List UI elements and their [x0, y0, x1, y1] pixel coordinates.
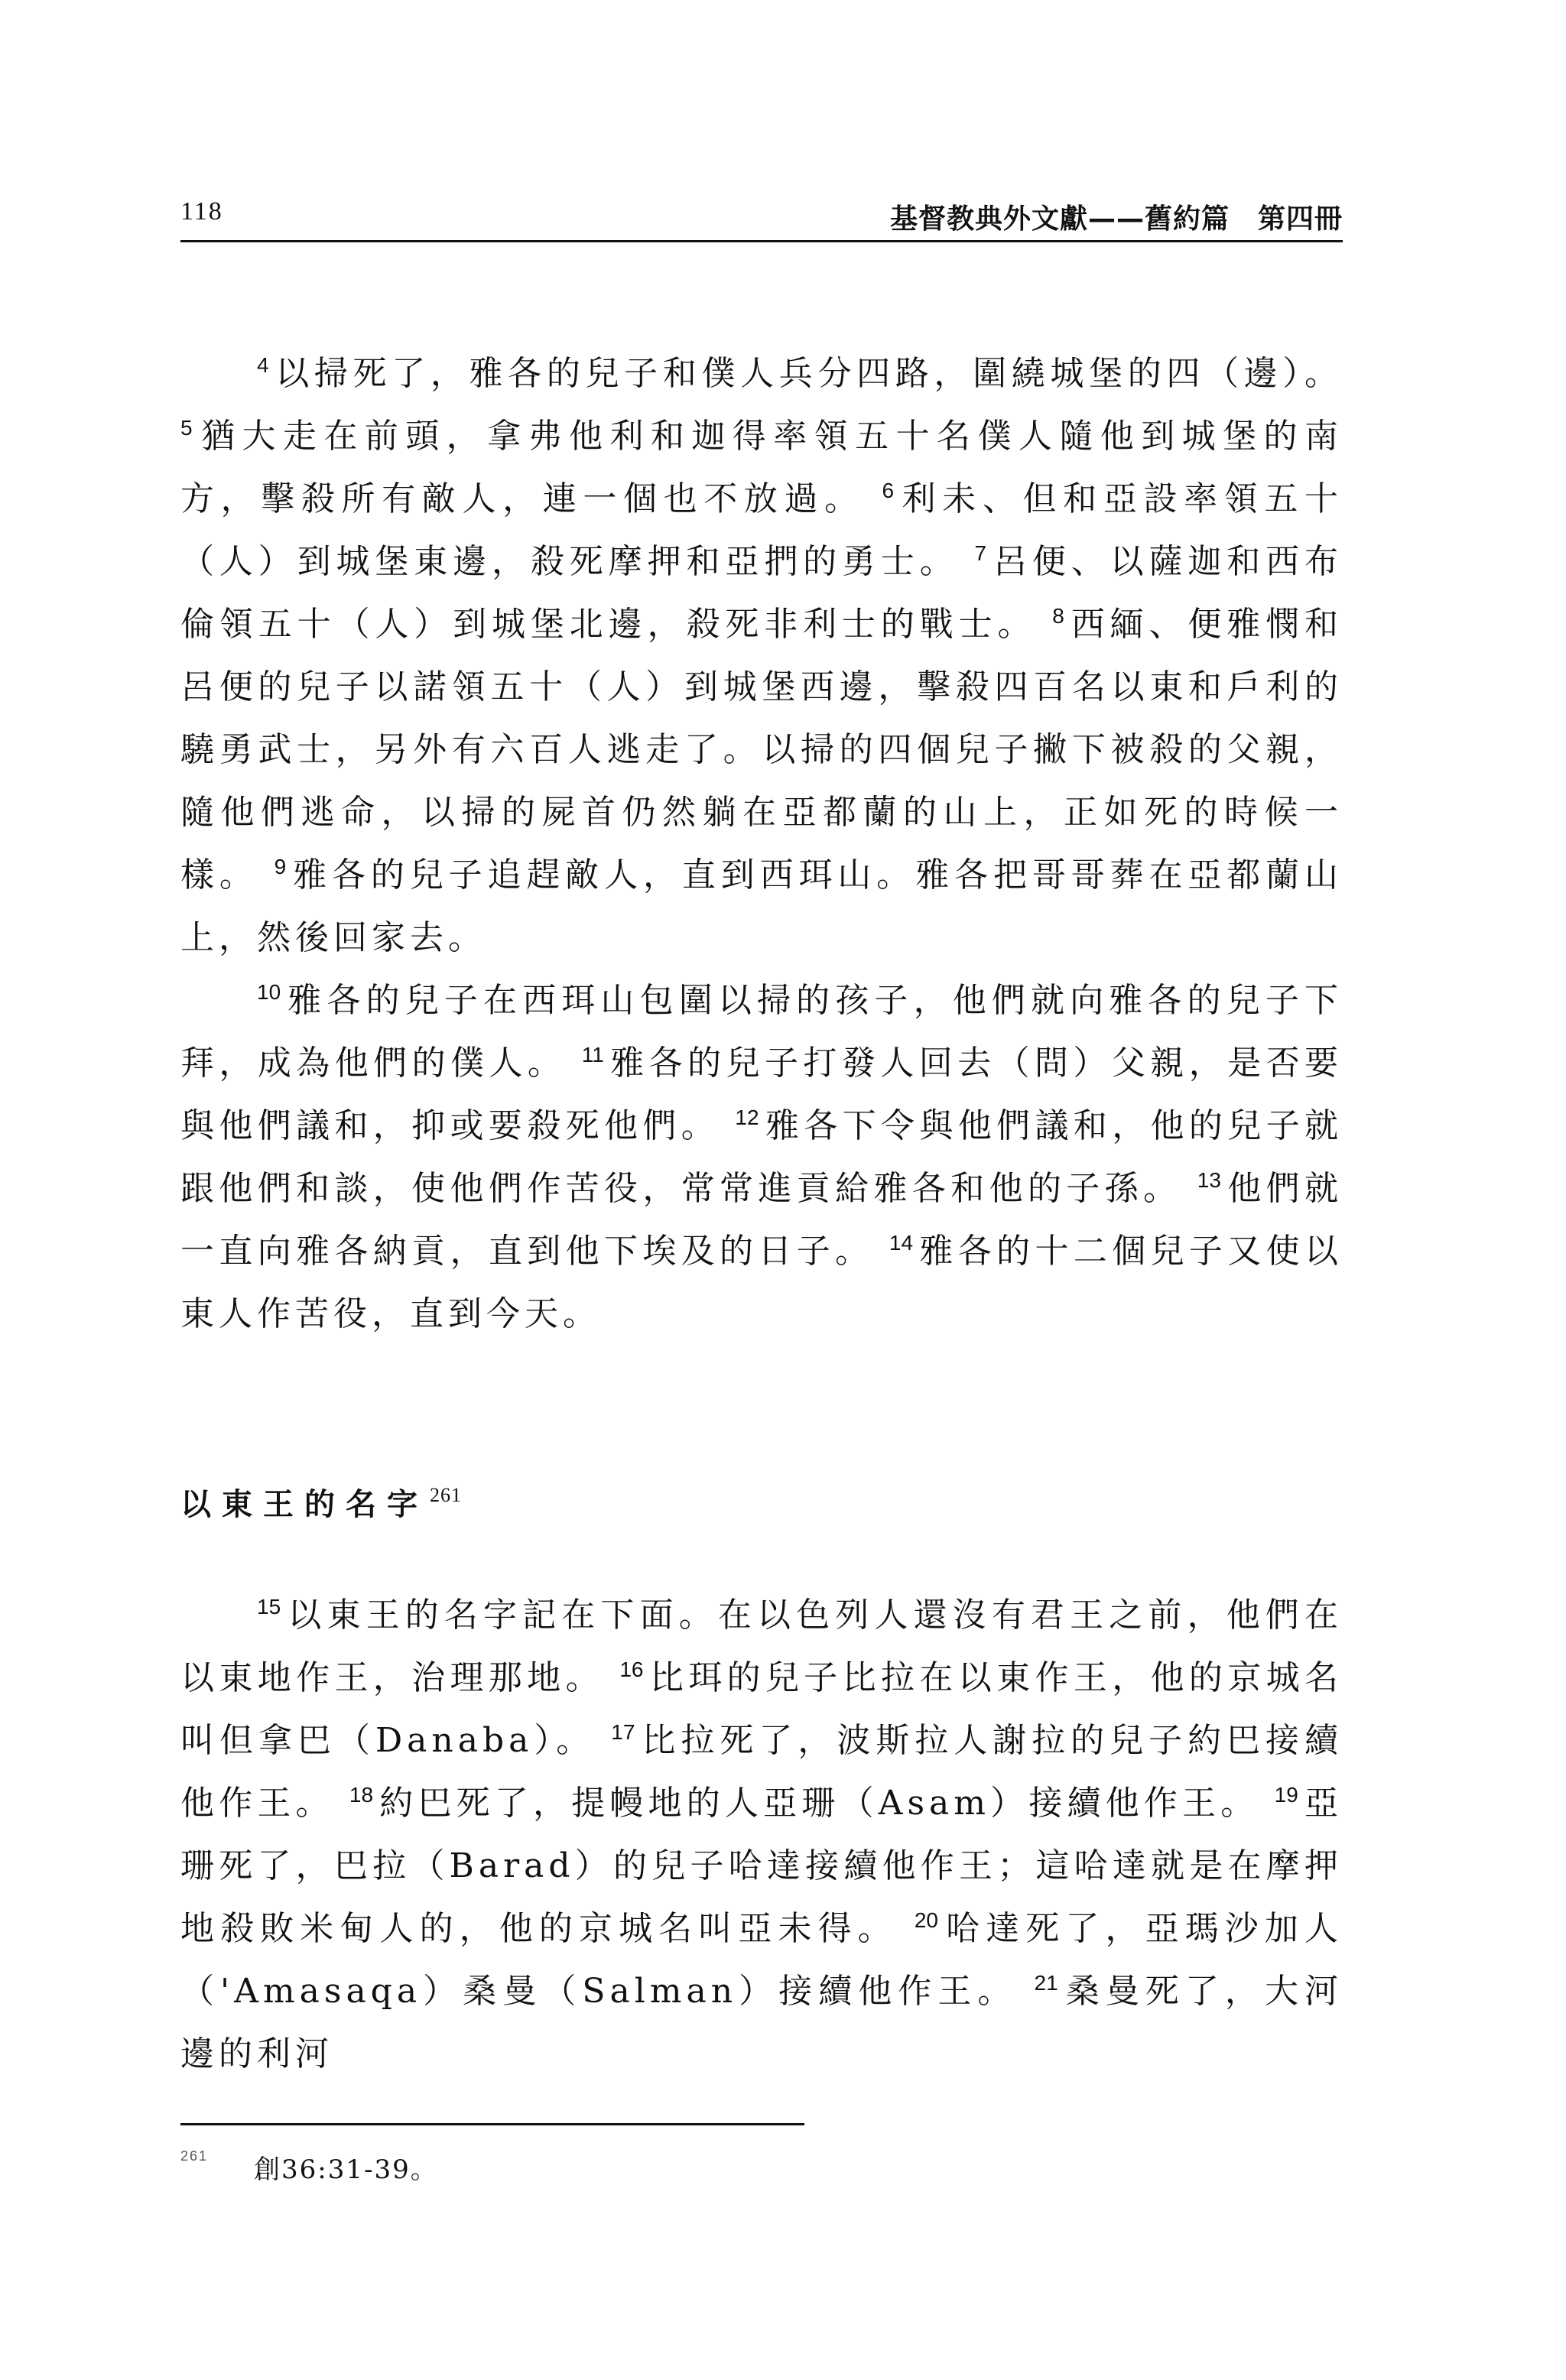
verse-number: 6 [882, 479, 895, 503]
verse-number: 10 [257, 980, 281, 1005]
verse-number: 13 [1197, 1168, 1221, 1193]
verse-text: 雅各的兒子在西珥山包圍以掃的孩子，他們就向雅各的兒子下拜，成為他們的僕人。 [180, 981, 1343, 1083]
paragraph [180, 1584, 1343, 2086]
verse-text: 雅各的十二個兒子又使以東人作苦役，直到今天。 [180, 1232, 1343, 1333]
passage-1 [180, 343, 1343, 1346]
verse-number: 8 [1052, 604, 1064, 628]
verse-text: 比珥的兒子比拉在以東作王，他的京城名叫但拿巴（Danaba）。 [180, 1658, 1343, 1760]
passage-2 [180, 1584, 1343, 2086]
verse-text: 以東王的名字記在下面。在以色列人還沒有君王之前，他們在以東地作王，治理那地。 [180, 1596, 1343, 1697]
paragraph [180, 969, 1343, 1346]
verse-text: 雅各的兒子打發人回去（問）父親，是否要與他們議和，抑或要殺死他們。 [180, 1044, 1343, 1145]
book-title: 基督教典外文獻——舊約篇 第四冊 [889, 203, 1343, 235]
verse-number: 7 [974, 541, 987, 566]
verse-number: 19 [1274, 1783, 1298, 1807]
section-heading [180, 1480, 462, 1524]
verse-number: 16 [619, 1658, 644, 1682]
verse-number: 4 [257, 353, 269, 378]
verse-text: 以掃死了，雅各的兒子和僕人兵分四路，圍繞城堡的四（邊）。 [275, 354, 1343, 393]
footnote-reference: 261 [430, 1484, 462, 1506]
paragraph [180, 343, 1343, 969]
verse-text: 他們就一直向雅各納貢，直到他下埃及的日子。 [180, 1169, 1343, 1271]
verse-number: 17 [611, 1720, 635, 1745]
footnote-rule [180, 2123, 804, 2125]
footnote-text: 創36:31-39。 [254, 2154, 438, 2185]
verse-text: 西緬、便雅憫和呂便的兒子以諾領五十（人）到城堡西邊，擊殺四百名以東和戶利的驍勇武士，另外有六百人逃走了。以掃的四個兒子撇下被殺的父親，隨他們逃命，以掃的屍首仍然躺在亞都蘭的山上，正如死的時候一樣。 [180, 605, 1343, 895]
section-heading-text: 以東王的名字 [180, 1487, 428, 1522]
verse-text: 利未、但和亞設率領五十（人）到城堡東邊，殺死摩押和亞捫的勇士。 [180, 479, 1343, 581]
verse-number: 5 [180, 416, 193, 440]
verse-text: 雅各下令與他們議和，他的兒子就跟他們和談，使他們作苦役，常常進貢給雅各和他的子孫。 [180, 1106, 1343, 1208]
verse-number: 20 [914, 1908, 939, 1933]
page-number: 118 [180, 197, 223, 226]
verse-text: 亞珊死了，巴拉（Barad）的兒子哈達接續他作王；這哈達就是在摩押地殺敗米甸人的，他的京城名叫亞未得。 [180, 1784, 1343, 1948]
verse-text: 雅各的兒子追趕敵人，直到西珥山。雅各把哥哥葬在亞都蘭山上，然後回家去。 [180, 856, 1343, 957]
verse-number: 9 [274, 855, 287, 879]
verse-text: 呂便、以薩迦和西布倫領五十（人）到城堡北邊，殺死非利士的戰士。 [180, 542, 1343, 644]
verse-text: 桑曼死了，大河邊的利河 [180, 1972, 1343, 2073]
verse-number: 12 [735, 1106, 759, 1130]
running-head [180, 197, 1343, 243]
verse-number: 11 [581, 1043, 604, 1067]
verse-number: 15 [257, 1595, 281, 1619]
footnote-mark: 261 [180, 2148, 209, 2164]
verse-number: 14 [889, 1231, 914, 1255]
verse-number: 21 [1034, 1971, 1058, 1995]
verse-text: 猶大走在前頭，拿弗他利和迦得率領五十名僕人隨他到城堡的南方，擊殺所有敵人，連一個也不放過。 [180, 417, 1343, 518]
footnote [180, 2148, 438, 2186]
verse-text: 哈達死了，亞瑪沙加人（'Amasaqa）桑曼（Salman）接續他作王。 [180, 1909, 1343, 2011]
verse-number: 18 [349, 1783, 374, 1807]
verse-text: 比拉死了，波斯拉人謝拉的兒子約巴接續他作王。 [180, 1721, 1343, 1823]
header-rule [180, 240, 1343, 242]
verse-text: 約巴死了，提幔地的人亞珊（Asam）接續他作王。 [379, 1784, 1259, 1823]
